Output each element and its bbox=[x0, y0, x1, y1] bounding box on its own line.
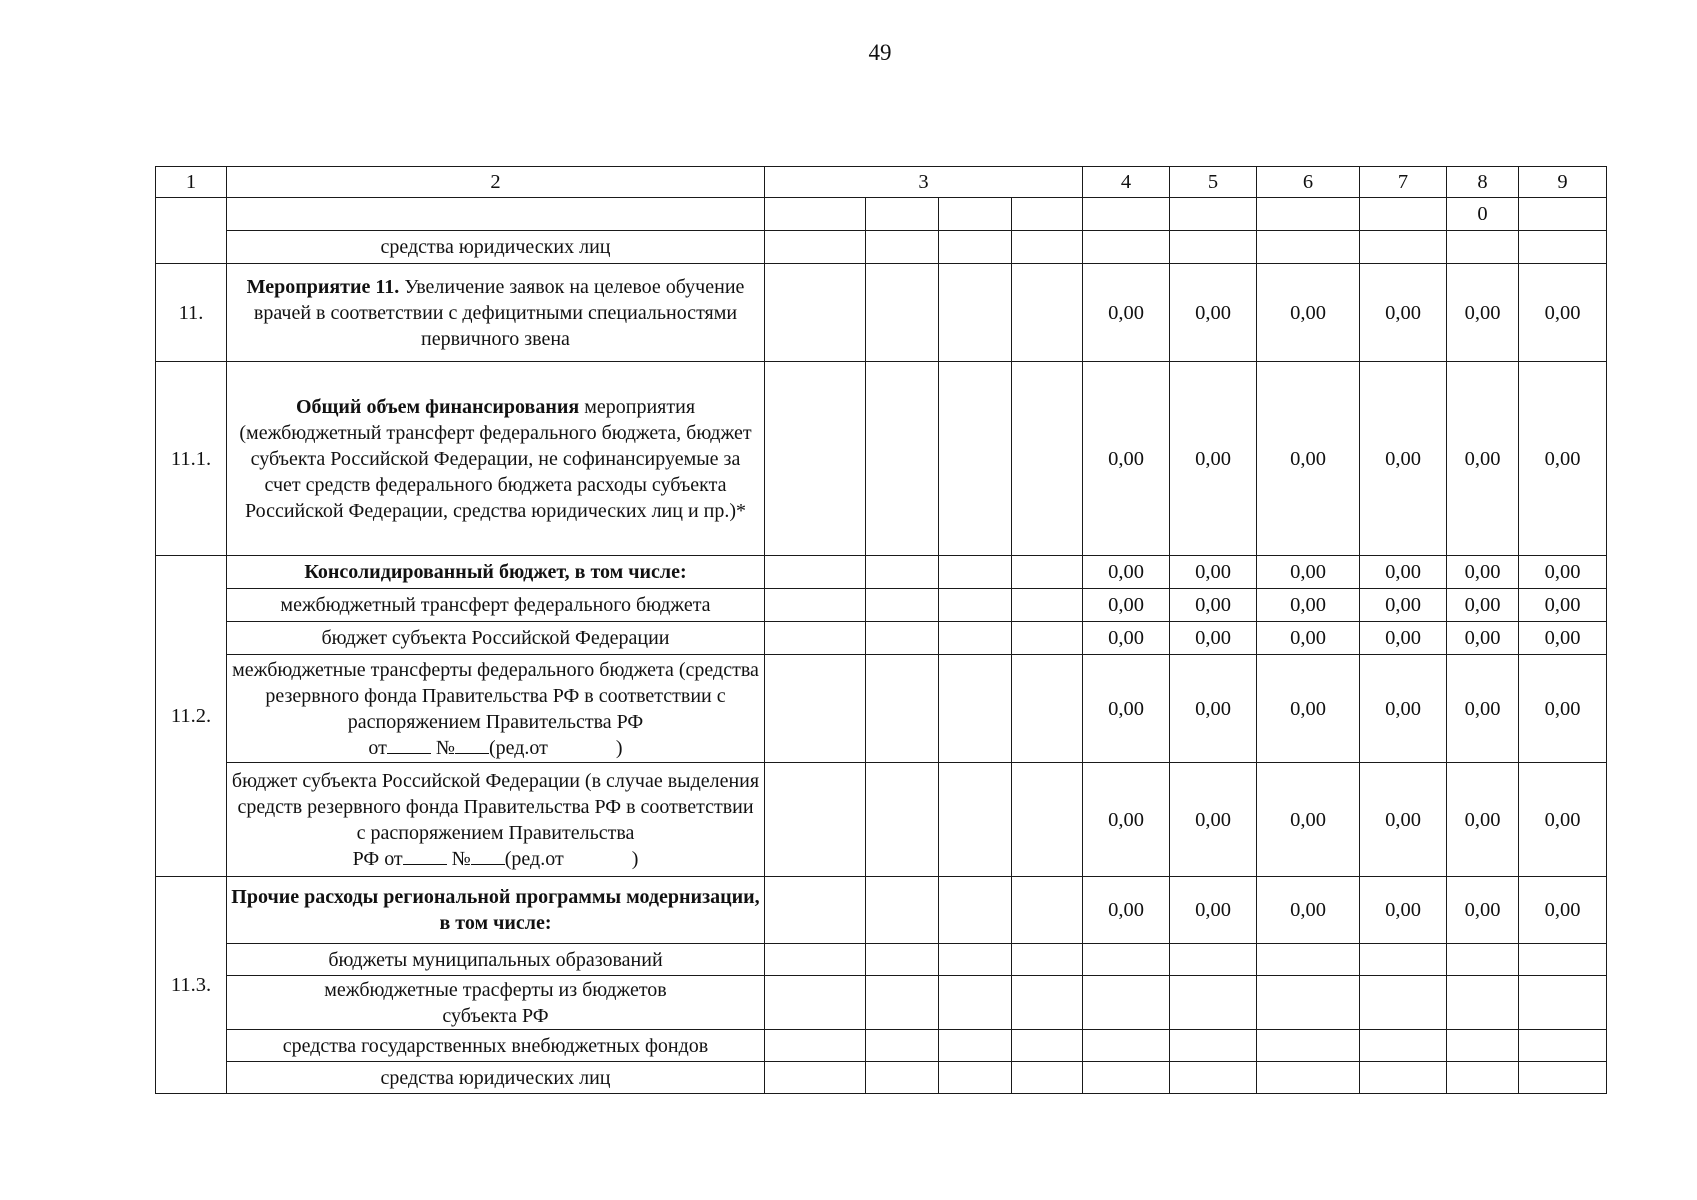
value-cell: 0,00 bbox=[1519, 589, 1607, 622]
value-cell: 0,00 bbox=[1257, 556, 1360, 589]
value-cell: 0,00 bbox=[1257, 763, 1360, 877]
value-cell: 0,00 bbox=[1170, 589, 1257, 622]
value-cell: 0,00 bbox=[1519, 763, 1607, 877]
value-cell: 0,00 bbox=[1170, 556, 1257, 589]
extrabudgetary-funds-label: средства государственных внебюджетных фондов bbox=[227, 1030, 765, 1062]
total-financing-text: Общий объем финансирования мероприятия (межбюджетный трансферт федерального бюджета, бюджет субъекта Российской Федерации, не софинансируемые за счет средств федерального бюджета расходы субъекта Российской Федерации, средства юридических лиц и пр.)* bbox=[227, 362, 765, 556]
header-col-8: 8 bbox=[1447, 167, 1519, 198]
value-cell: 0,00 bbox=[1519, 655, 1607, 763]
header-col-9: 9 bbox=[1519, 167, 1607, 198]
value-cell: 0,00 bbox=[1170, 763, 1257, 877]
table-row-11-3-other bbox=[156, 877, 1607, 944]
value-cell: 0,00 bbox=[1257, 877, 1360, 944]
row-number: 11.1. bbox=[156, 362, 227, 556]
value-cell: 0,00 bbox=[1083, 362, 1170, 556]
table-row-11-3-transfers bbox=[156, 976, 1607, 1030]
table-row bbox=[156, 198, 1607, 231]
value-cell: 0,00 bbox=[1170, 264, 1257, 362]
value-cell: 0,00 bbox=[1170, 362, 1257, 556]
value-cell: 0,00 bbox=[1170, 622, 1257, 655]
header-col-6: 6 bbox=[1257, 167, 1360, 198]
value-cell: 0,00 bbox=[1447, 264, 1519, 362]
value-cell: 0,00 bbox=[1447, 622, 1519, 655]
value-cell: 0,00 bbox=[1083, 589, 1170, 622]
table-row-11-2-consolidated bbox=[156, 556, 1607, 589]
financing-table bbox=[155, 166, 1607, 1094]
table-row-11 bbox=[156, 264, 1607, 362]
value-cell: 0,00 bbox=[1257, 362, 1360, 556]
row-number: 11.3. bbox=[156, 877, 227, 1094]
table-row-11-2-subject-reserve bbox=[156, 763, 1607, 877]
value-cell: 0,00 bbox=[1360, 877, 1447, 944]
table-row-11-2-reserve bbox=[156, 655, 1607, 763]
value-cell: 0,00 bbox=[1447, 655, 1519, 763]
federal-transfer-label: межбюджетный трансферт федерального бюджета bbox=[227, 589, 765, 622]
value-cell: 0,00 bbox=[1083, 622, 1170, 655]
value-cell: 0,00 bbox=[1360, 589, 1447, 622]
reserve-transfers-label: межбюджетные трансферты федерального бюджета (средства резервного фонда Правительства РФ в соответствии с распоряжением Правительства РФ от № (ред.от ) bbox=[227, 655, 765, 763]
header-col-4: 4 bbox=[1083, 167, 1170, 198]
value-cell: 0,00 bbox=[1360, 763, 1447, 877]
value-cell: 0,00 bbox=[1083, 877, 1170, 944]
value-cell: 0,00 bbox=[1083, 264, 1170, 362]
value-cell: 0,00 bbox=[1083, 763, 1170, 877]
value-cell: 0,00 bbox=[1360, 556, 1447, 589]
legal-entities-label: средства юридических лиц bbox=[227, 231, 765, 264]
row-number: 11.2. bbox=[156, 556, 227, 877]
table-row-11-2-subject bbox=[156, 622, 1607, 655]
value-cell: 0,00 bbox=[1170, 877, 1257, 944]
subject-reserve-label: бюджет субъекта Российской Федерации (в случае выделения средств резервного фонда Правительства РФ в соответствии с распоряжением Правительства РФ от № (ред.от ) bbox=[227, 763, 765, 877]
col8-value: 0 bbox=[1447, 198, 1519, 231]
header-col-7: 7 bbox=[1360, 167, 1447, 198]
value-cell: 0,00 bbox=[1360, 655, 1447, 763]
table-row-11-3-municipal bbox=[156, 944, 1607, 976]
value-cell: 0,00 bbox=[1257, 622, 1360, 655]
value-cell: 0,00 bbox=[1360, 264, 1447, 362]
other-expenses-label: Прочие расходы региональной программы модернизации, в том числе: bbox=[227, 877, 765, 944]
empty-number-cell bbox=[156, 198, 227, 264]
row-number: 11. bbox=[156, 264, 227, 362]
legal-entities-label: средства юридических лиц bbox=[227, 1062, 765, 1094]
value-cell: 0,00 bbox=[1257, 655, 1360, 763]
value-cell: 0,00 bbox=[1447, 362, 1519, 556]
header-col-3: 3 bbox=[765, 167, 1083, 198]
value-cell: 0,00 bbox=[1447, 877, 1519, 944]
value-cell: 0,00 bbox=[1360, 622, 1447, 655]
header-col-2: 2 bbox=[227, 167, 765, 198]
value-cell: 0,00 bbox=[1519, 264, 1607, 362]
table-row bbox=[156, 231, 1607, 264]
value-cell: 0,00 bbox=[1519, 362, 1607, 556]
value-cell: 0,00 bbox=[1257, 589, 1360, 622]
value-cell: 0,00 bbox=[1257, 264, 1360, 362]
value-cell: 0,00 bbox=[1360, 362, 1447, 556]
table-row-11-1 bbox=[156, 362, 1607, 556]
value-cell: 0,00 bbox=[1083, 556, 1170, 589]
page-number: 49 bbox=[868, 40, 892, 65]
header-col-5: 5 bbox=[1170, 167, 1257, 198]
value-cell: 0,00 bbox=[1447, 763, 1519, 877]
table-row-11-3-funds bbox=[156, 1030, 1607, 1062]
empty-cell bbox=[227, 198, 765, 231]
value-cell: 0,00 bbox=[1519, 622, 1607, 655]
municipal-budgets-label: бюджеты муниципальных образований bbox=[227, 944, 765, 976]
value-cell: 0,00 bbox=[1083, 655, 1170, 763]
value-cell: 0,00 bbox=[1447, 556, 1519, 589]
value-cell: 0,00 bbox=[1170, 655, 1257, 763]
header-col-1: 1 bbox=[156, 167, 227, 198]
value-cell: 0,00 bbox=[1519, 556, 1607, 589]
value-cell: 0,00 bbox=[1519, 877, 1607, 944]
subject-budget-label: бюджет субъекта Российской Федерации bbox=[227, 622, 765, 655]
interbudget-transfers-label: межбюджетные трасферты из бюджетов субъекта РФ bbox=[227, 976, 765, 1030]
measure-11-title: Мероприятие 11. Увеличение заявок на целевое обучение врачей в соответствии с дефицитными специальностями первичного звена bbox=[227, 264, 765, 362]
header-row bbox=[156, 167, 1607, 198]
consolidated-budget-label: Консолидированный бюджет, в том числе: bbox=[227, 556, 765, 589]
table-row-11-2-federal bbox=[156, 589, 1607, 622]
value-cell: 0,00 bbox=[1447, 589, 1519, 622]
table-row-11-3-legal bbox=[156, 1062, 1607, 1094]
